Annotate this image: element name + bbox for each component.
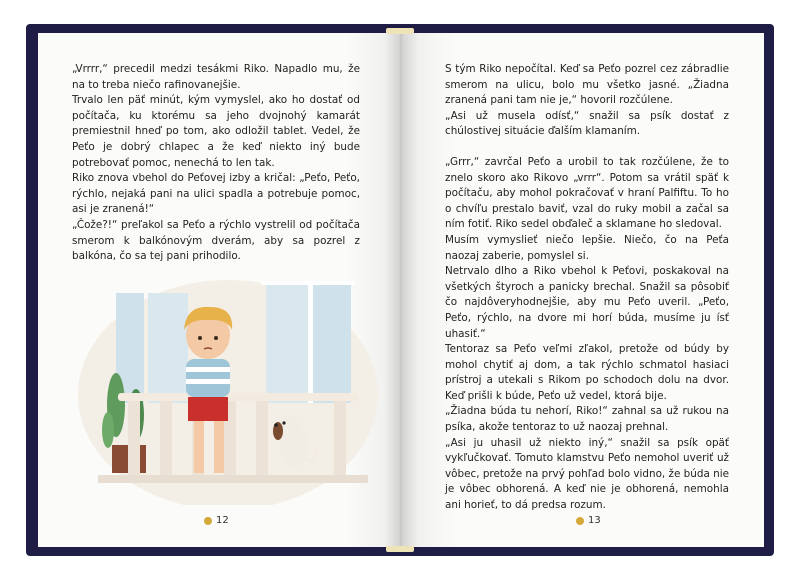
paragraph: Trvalo len päť minút, kým vymyslel, ako ho dostať od počítača, ku ktorému sa jeho dvojnohý kamarát premiestnil hneď po tom, ako odložil tablet. Vedel, že Peťo je dobrý chlapec a že keď niekto iný bude potrebovať pomoc, nenechá to len tak.	[72, 94, 360, 169]
paragraph: „Vrrrr,“ precedil medzi tesákmi Riko. Napadlo mu, že na to treba niečo rafinovanejšie.	[72, 63, 360, 91]
spine-band-bottom	[386, 546, 414, 552]
paragraph: „Grrr,“ zavrčal Peťo a urobil to tak rozčúlene, že to znelo skoro ako Rikovo „vrrr“. Potom sa vrátil späť k počítaču, aby mohol pokračovať v hraní Palfiftu. To ho o chvíľu prestalo baviť, vzal do ruky mobil a začal sa ním fotiť. Riko sedel obďaleč a sklamane ho sledoval.	[445, 155, 729, 231]
paragraph: „Žiadna búda tu nehorí, Riko!“ zahnal sa už rukou na psíka, akože tentoraz to už naozaj prehnal.	[445, 405, 729, 434]
page-number: 13	[576, 515, 601, 526]
paragraph: Riko znova vbehol do Peťovej izby a kričal: „Peťo, Peťo, rýchlo, nejaká pani na ulici spadla a potrebuje pomoc, asi je zranená!“	[72, 172, 360, 216]
paragraph: „Asi už musela odísť,“ snažil sa psík dostať z chúlostivej situácie ďalším klamaním.	[445, 109, 729, 138]
paragraph: Tentoraz sa Peťo veľmi zľakol, pretože od búdy by mohol chytiť aj dom, a tak rýchlo schmatol hasiaci prístroj a utekali s Rikom po schodoch dolu na dvor. Keď prišli k búde, Peťo už vedel, ktorá bije.	[445, 343, 729, 402]
page-number-dot-icon	[576, 517, 584, 525]
right-page-text	[445, 62, 729, 514]
paragraph: „Čože?!“ preľakol sa Peťo a rýchlo vystrelil od počítača smerom k balkónovým dverám, aby sa pozrel z balkóna, čo sa tej pani prihodilo.	[72, 218, 360, 263]
spine-band-top	[386, 28, 414, 34]
paragraph: „Asi ju uhasil už niekto iný,“ snažil sa psík opäť vykľučkovať. Tomuto klamstvu Peťo nemohol uveriť už vôbec, pretože na prvý pohľad bolo vidno, že búda nie je vôbec obhorená. A keď nie je obhorená, nemohla ani horieť, to dá predsa rozum.	[445, 436, 729, 512]
left-page-text	[72, 62, 360, 265]
page-number-dot-icon	[204, 517, 212, 525]
paragraph: Musím vymyslieť niečo lepšie. Niečo, čo na Peťa naozaj zaberie, pomyslel si.	[445, 233, 729, 262]
paragraph: S tým Riko nepočítal. Keď sa Peťo pozrel cez zábradlie smerom na ulicu, bolo mu všetko jasné. „Žiadna zranená pani tam nie je,“ hovoril rozčúlene.	[445, 63, 729, 107]
page-number: 12	[204, 515, 229, 526]
balcony-illustration	[78, 275, 378, 505]
right-page	[401, 33, 764, 547]
left-page	[38, 33, 401, 547]
paragraph: Netrvalo dlho a Riko vbehol k Peťovi, poskakoval na všetkých štyroch a panicky brechal. Snažil sa pôsobiť čo najdôveryhodnejšie, aby mu Peťo uveril. „Peťo, Peťo, rýchlo, na dvore mi horí búda, musíme ju ísť uhasiť.“	[445, 265, 729, 340]
